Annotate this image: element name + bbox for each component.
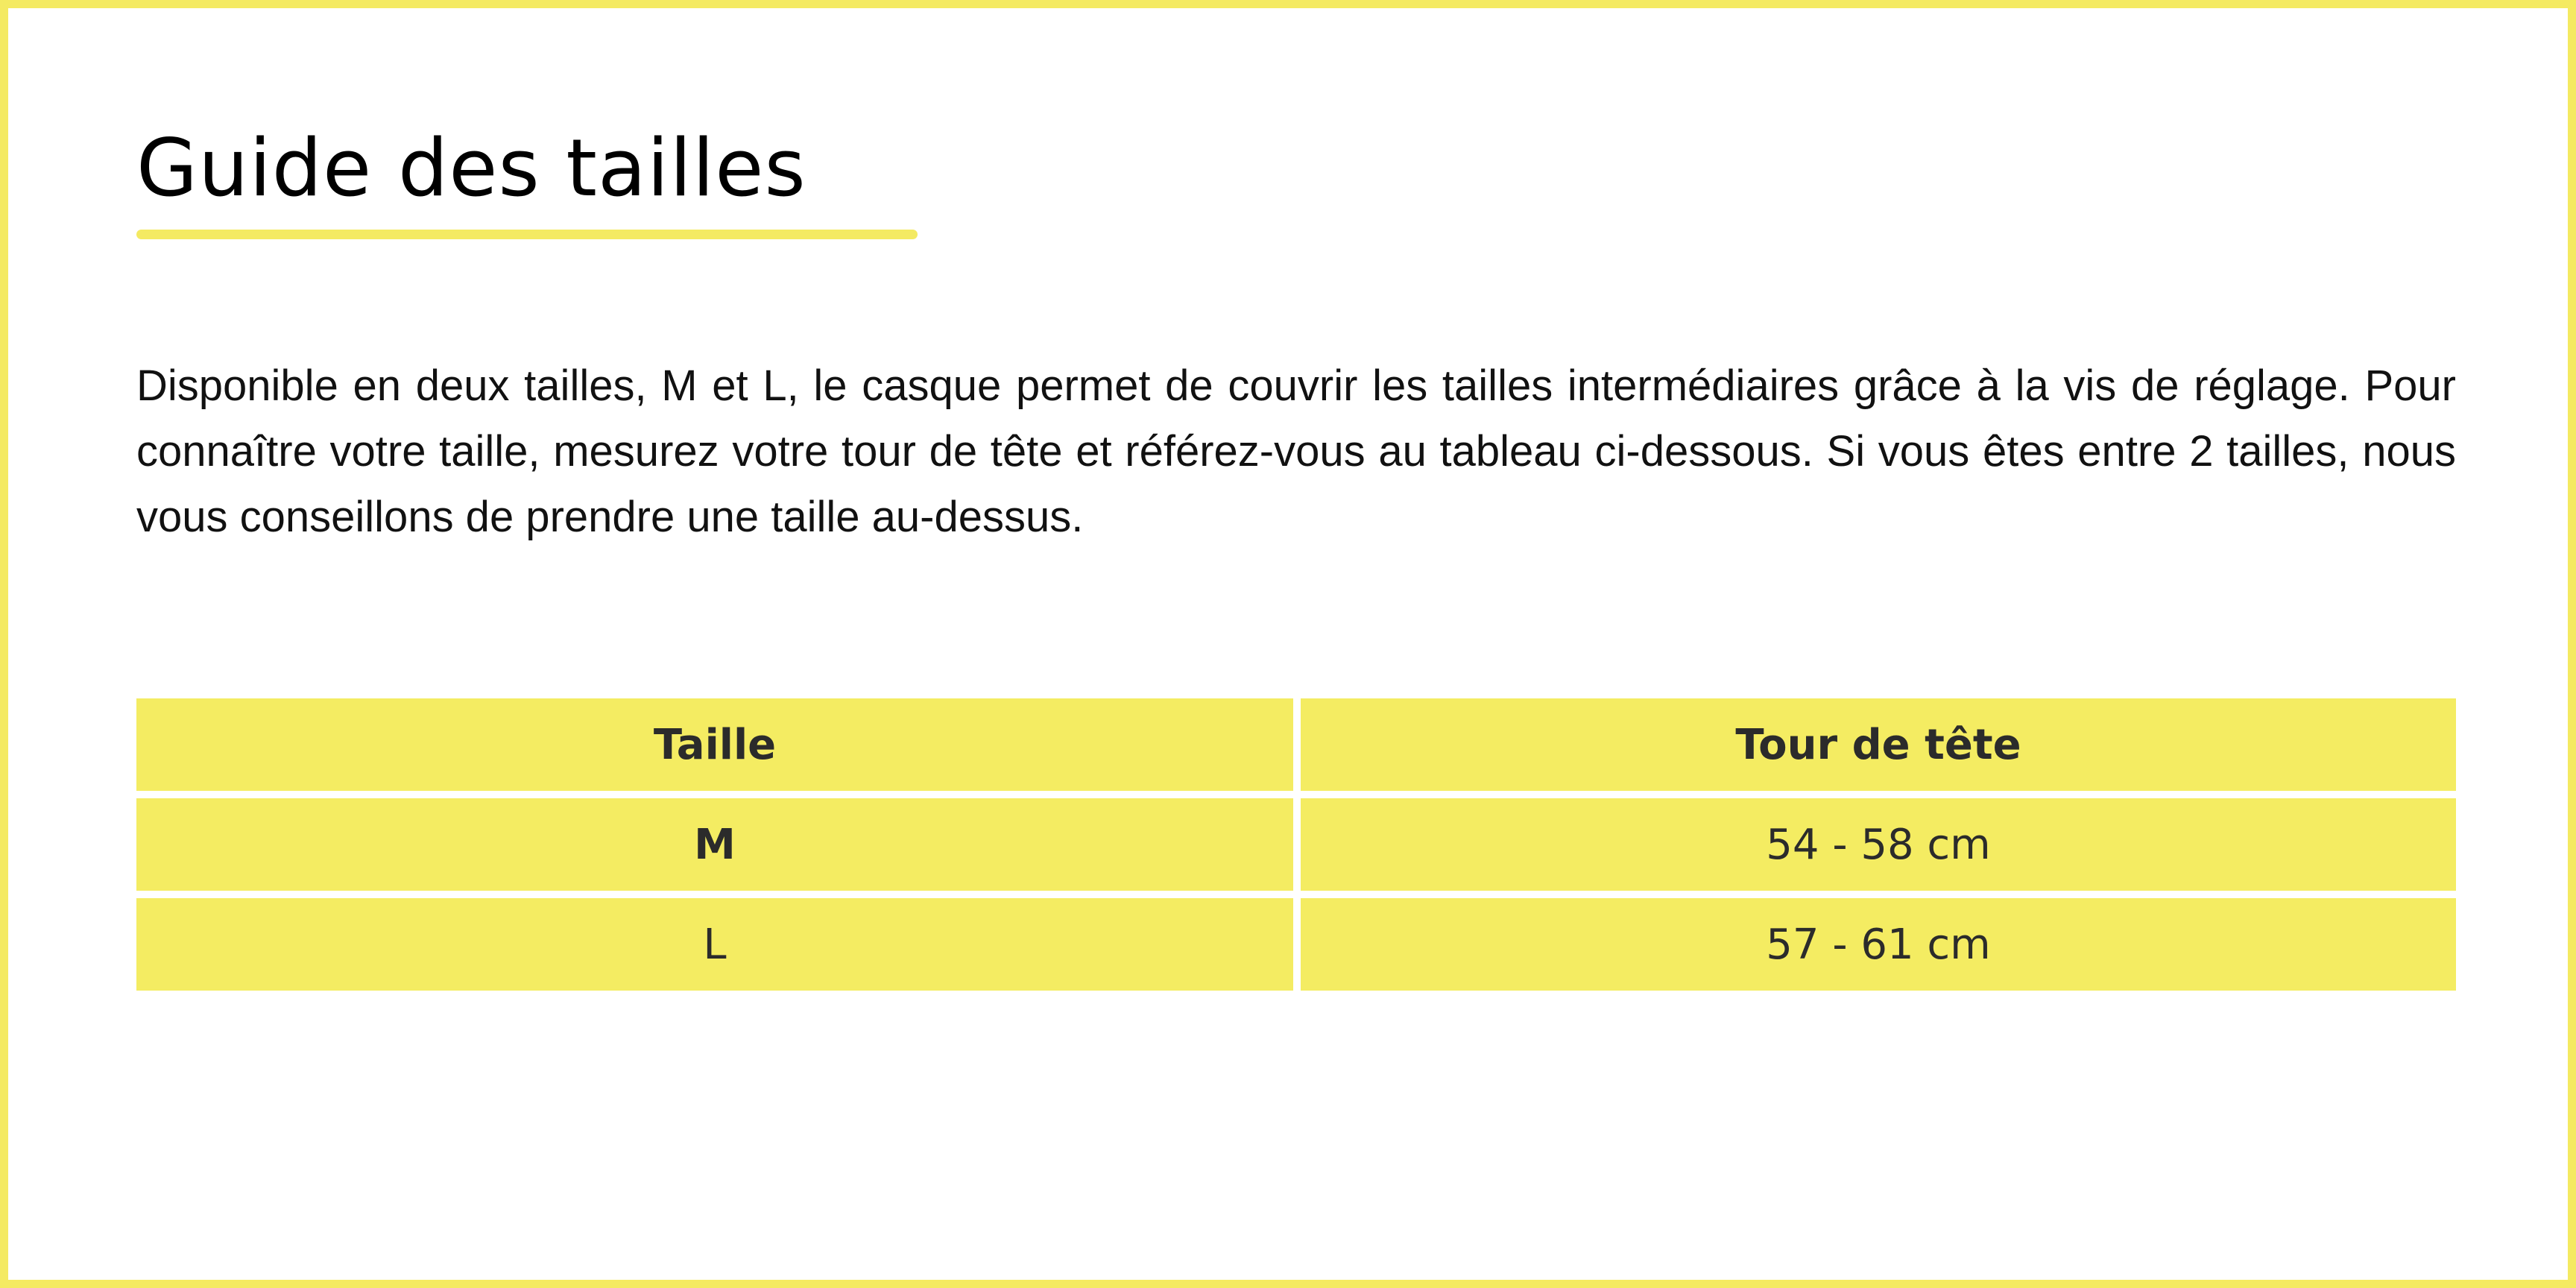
cell-size: M: [136, 791, 1301, 891]
header-head-circumference: Tour de tête: [1301, 698, 2456, 791]
header-size: Taille: [136, 698, 1301, 791]
cell-head-circumference: 54 - 58 cm: [1301, 791, 2456, 891]
table-row: [136, 891, 2456, 991]
table-row: [136, 791, 2456, 891]
page-title: Guide des tailles: [136, 122, 806, 214]
title-underline: [136, 230, 918, 239]
table-header-row: [136, 698, 2456, 791]
size-table: [136, 698, 2456, 991]
intro-paragraph: Disponible en deux tailles, M et L, le casque permet de couvrir les tailles intermédiaires grâce à la vis de réglage. Pour connaître votre taille, mesurez votre tour de tête et référez-vous au tableau ci-dessous. Si vous êtes entre 2 tailles, nous vous conseillons de prendre une taille au-dessus.: [136, 362, 2456, 541]
cell-head-circumference: 57 - 61 cm: [1301, 891, 2456, 991]
cell-size: L: [136, 891, 1301, 991]
